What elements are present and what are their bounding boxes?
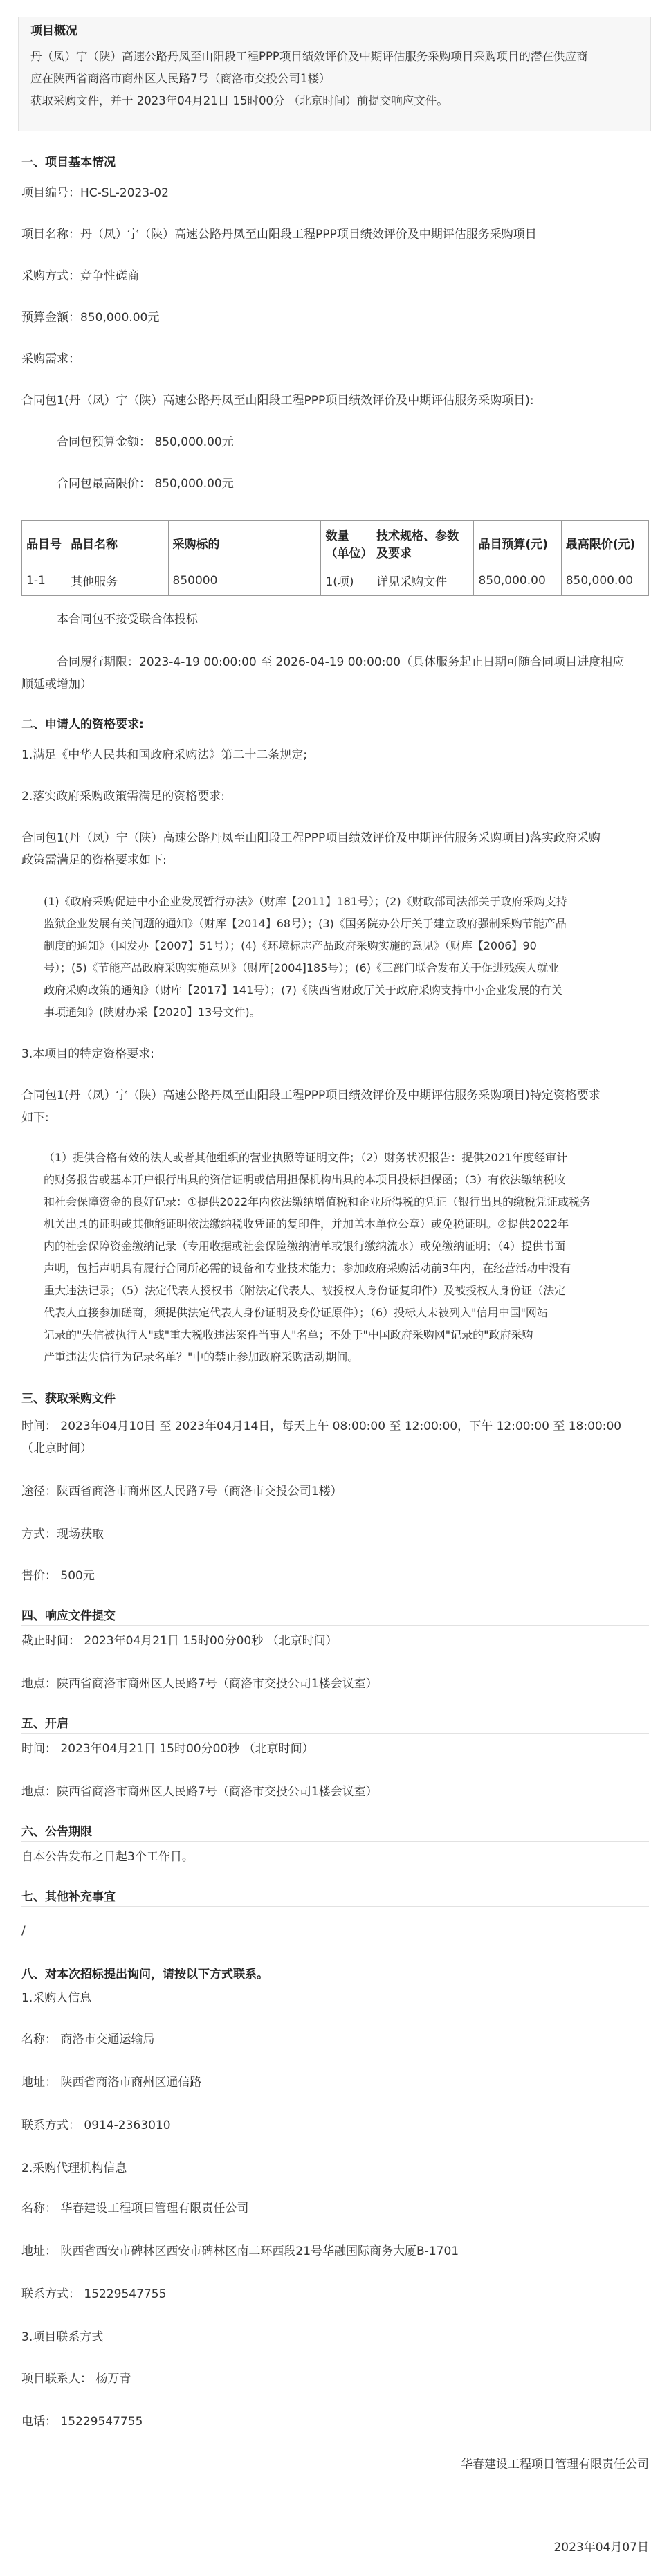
special-requirement-line: 记录的"失信被执行人"或"重大税收违法案件当事人"名单；不处于"中国政府采购网"记录的"政府采购 <box>44 1328 533 1341</box>
agency-name: 名称： 华春建设工程项目管理有限责任公司 <box>21 2202 249 2215</box>
policy-line: 事项通知》(陕财办采【2020】13号文件)。 <box>44 1006 261 1019</box>
section-divider <box>21 1906 649 1907</box>
special-requirement-line: 机关出具的证明或其他能证明依法缴纳税收凭证的复印件，并加盖本单位公章）或免税证明。②提供2022年 <box>44 1217 569 1231</box>
project-number: 项目编号：HC-SL-2023-02 <box>21 186 169 200</box>
project-name: 项目名称：丹（凤）宁（陕）高速公路丹凤至山阳段工程PPP项目绩效评价及中期评估服务采购项目 <box>21 228 537 242</box>
qualification-item-2: 2.落实政府采购政策需满足的资格要求: <box>21 790 225 804</box>
purchaser-address: 地址： 陕西省商洛市商州区通信路 <box>21 2076 202 2089</box>
special-requirement-line: 重大违法记录；（5）法定代表人授权书（附法定代表人、被授权人身份证复印件）及被授权人身份证（法定 <box>44 1284 566 1297</box>
special-requirement-line: 严重违法失信行为记录名单？"中的禁止参加政府采购活动期间。 <box>44 1350 359 1363</box>
agency-address: 地址： 陕西省西安市碑林区西安市碑林区南二环西段21号华融国际商务大厦B-1701 <box>21 2244 459 2258</box>
table-cell: 详见采购文件 <box>372 565 474 596</box>
table-cell: 850,000.00 <box>561 565 648 596</box>
overview-title: 项目概况 <box>30 24 77 38</box>
section-1-title: 一、项目基本情况 <box>21 156 116 170</box>
obtain-method: 方式：现场获取 <box>21 1527 104 1541</box>
contract-term-line-1: 合同履行期限：2023-4-19 00:00:00 至 2026-04-19 00:00:00（具体服务起止日期可随合同项目进度相应 <box>57 655 625 669</box>
section-4-title: 四、响应文件提交 <box>21 1609 116 1623</box>
contract-package: 合同包1(丹（凤）宁（陕）高速公路丹凤至山阳段工程PPP项目绩效评价及中期评估服务采购项目): <box>21 394 534 408</box>
purchaser-phone: 联系方式： 0914-2363010 <box>21 2119 171 2132</box>
contract-term-line-2: 顺延或增加） <box>21 678 92 691</box>
contact-person: 项目联系人： 杨万青 <box>21 2372 131 2386</box>
section-5-title: 五、开启 <box>21 1717 68 1731</box>
purchaser-name: 名称： 商洛市交通运输局 <box>21 2033 155 2047</box>
special-intro-line-1: 合同包1(丹（凤）宁（陕）高速公路丹凤至山阳段工程PPP项目绩效评价及中期评估服务采购项目)特定资格要求 <box>21 1089 601 1103</box>
table-header: 品目号 <box>22 521 66 565</box>
section-6-title: 六、公告期限 <box>21 1825 92 1839</box>
policy-line: 政府采购政策的通知》（财库【2017】141号）；(7)《陕西省财政厅关于政府采购支持中小企业发展的有关 <box>44 983 562 997</box>
notice-period: 自本公告发布之日起3个工作日。 <box>21 1850 194 1864</box>
overview-line-1: 丹（凤）宁（陕）高速公路丹凤至山阳段工程PPP项目绩效评价及中期评估服务采购项目采购项目的潜在供应商 <box>30 50 588 63</box>
section-3-title: 三、获取采购文件 <box>21 1392 116 1406</box>
table-header: 采购标的 <box>168 521 321 565</box>
qualification-item-3: 3.本项目的特定资格要求: <box>21 1047 154 1061</box>
table-header: 品目名称 <box>66 521 168 565</box>
special-requirement-line: （1）提供合格有效的法人或者其他组织的营业执照等证明文件；（2）财务状况报告：提供2021年度经审计 <box>44 1151 568 1164</box>
opening-place: 地点：陕西省商洛市商州区人民路7号（商洛市交投公司1楼会议室） <box>21 1785 378 1799</box>
procurement-method: 采购方式：竞争性磋商 <box>21 269 139 283</box>
procurement-needs-label: 采购需求： <box>21 352 80 366</box>
table-cell: 1-1 <box>22 565 66 596</box>
other-matters: / <box>21 1924 26 1938</box>
special-requirement-line: 声明，包括声明具有履行合同所必需的设备和专业技术能力；参加政府采购活动前3年内，在经营活动中没有 <box>44 1262 571 1275</box>
table-cell: 850,000.00 <box>474 565 561 596</box>
obtain-route: 途径：陕西省商洛市商州区人民路7号（商洛市交投公司1楼） <box>21 1485 342 1498</box>
agency-label: 2.采购代理机构信息 <box>21 2161 127 2175</box>
policy-line: 制度的通知》（国发办【2007】51号）；(4)《环境标志产品政府采购实施的意见》（财库【2006】90 <box>44 939 537 952</box>
overview-line-3: 获取采购文件，并于 2023年04月21日 15时00分 （北京时间）前提交响应文件。 <box>30 94 448 107</box>
table-header: 最高限价(元) <box>561 521 648 565</box>
policy-intro-line-2: 政策需满足的资格要求如下: <box>21 853 167 867</box>
special-requirement-line: 内的社会保障资金缴纳记录（专用收据或社会保险缴纳清单或银行缴纳流水）或免缴纳证明；（4）提供书面 <box>44 1240 566 1253</box>
overview-line-2: 应在陕西省商洛市商州区人民路7号（商洛市交投公司1楼） <box>30 72 331 85</box>
no-consortium-note: 本合同包不接受联合体投标 <box>57 613 198 626</box>
section-divider <box>21 1625 649 1626</box>
package-max-price: 合同包最高限价： 850,000.00元 <box>57 477 234 491</box>
table-header: 数量（单位） <box>321 521 372 565</box>
table-cell: 1(项) <box>321 565 372 596</box>
policy-line: 监狱企业发展有关问题的通知》（财库【2014】68号）；(3)《国务院办公厅关于建立政府强制采购节能产品 <box>44 917 567 930</box>
table-cell: 其他服务 <box>66 565 168 596</box>
footer-company: 华春建设工程项目管理有限责任公司 <box>461 2458 649 2471</box>
table-header: 品目预算(元) <box>474 521 561 565</box>
submission-deadline: 截止时间： 2023年04月21日 15时00分00秒 （北京时间） <box>21 1634 338 1648</box>
agency-phone: 联系方式： 15229547755 <box>21 2287 167 2301</box>
table-cell: 850000 <box>168 565 321 596</box>
purchaser-label: 1.采购人信息 <box>21 1991 92 2005</box>
special-requirement-line: 和社会保障资金的良好记录：①提供2022年内依法缴纳增值税和企业所得税的凭证（银行出具的缴税凭证或税务 <box>44 1195 592 1208</box>
budget-amount: 预算金额：850,000.00元 <box>21 311 160 325</box>
policy-line: (1)《政府采购促进中小企业发展暂行办法》（财库【2011】181号）；(2)《财政部司法部关于政府采购支持 <box>44 895 567 908</box>
section-2-title: 二、申请人的资格要求: <box>21 718 144 732</box>
contact-phone: 电话： 15229547755 <box>21 2415 143 2429</box>
section-8-title: 八、对本次招标提出询问，请按以下方式联系。 <box>21 1968 268 1981</box>
section-7-title: 七、其他补充事宜 <box>21 1890 116 1904</box>
opening-time: 时间： 2023年04月21日 15时00分00秒 （北京时间） <box>21 1742 314 1756</box>
qualification-item-1: 1.满足《中华人民共和国政府采购法》第二十二条规定; <box>21 748 307 762</box>
policy-intro-line-1: 合同包1(丹（凤）宁（陕）高速公路丹凤至山阳段工程PPP项目绩效评价及中期评估服务采购项目)落实政府采购 <box>21 831 601 845</box>
section-divider <box>21 1841 649 1842</box>
footer-date: 2023年04月07日 <box>553 2541 649 2555</box>
budget-table <box>21 520 649 596</box>
obtain-time-line-2: （北京时间） <box>21 1442 92 1455</box>
policy-line: 号）；(5)《节能产品政府采购实施意见》（财库[2004]185号）；(6)《三部门联合发布关于促进残疾人就业 <box>44 961 560 974</box>
submission-place: 地点：陕西省商洛市商州区人民路7号（商洛市交投公司1楼会议室） <box>21 1677 378 1691</box>
package-budget: 合同包预算金额： 850,000.00元 <box>57 435 234 449</box>
special-requirement-line: 代表人直接参加磋商，须提供法定代表人身份证明及身份证原件）；（6）投标人未被列入"信用中国"网站 <box>44 1306 548 1319</box>
special-intro-line-2: 如下: <box>21 1111 49 1125</box>
special-requirement-line: 的财务报告或基本开户银行出具的资信证明或信用担保机构出具的本项目投标担保函；（3）有依法缴纳税收 <box>44 1173 566 1186</box>
table-header: 技术规格、参数及要求 <box>372 521 474 565</box>
section-divider <box>21 1733 649 1734</box>
table-header-row <box>22 521 649 565</box>
table-row <box>22 565 649 596</box>
contact-label: 3.项目联系方式 <box>21 2330 104 2344</box>
document-price: 售价： 500元 <box>21 1569 95 1583</box>
obtain-time-line-1: 时间： 2023年04月10日 至 2023年04月14日，每天上午 08:00:00 至 12:00:00，下午 12:00:00 至 18:00:00 <box>21 1419 622 1433</box>
